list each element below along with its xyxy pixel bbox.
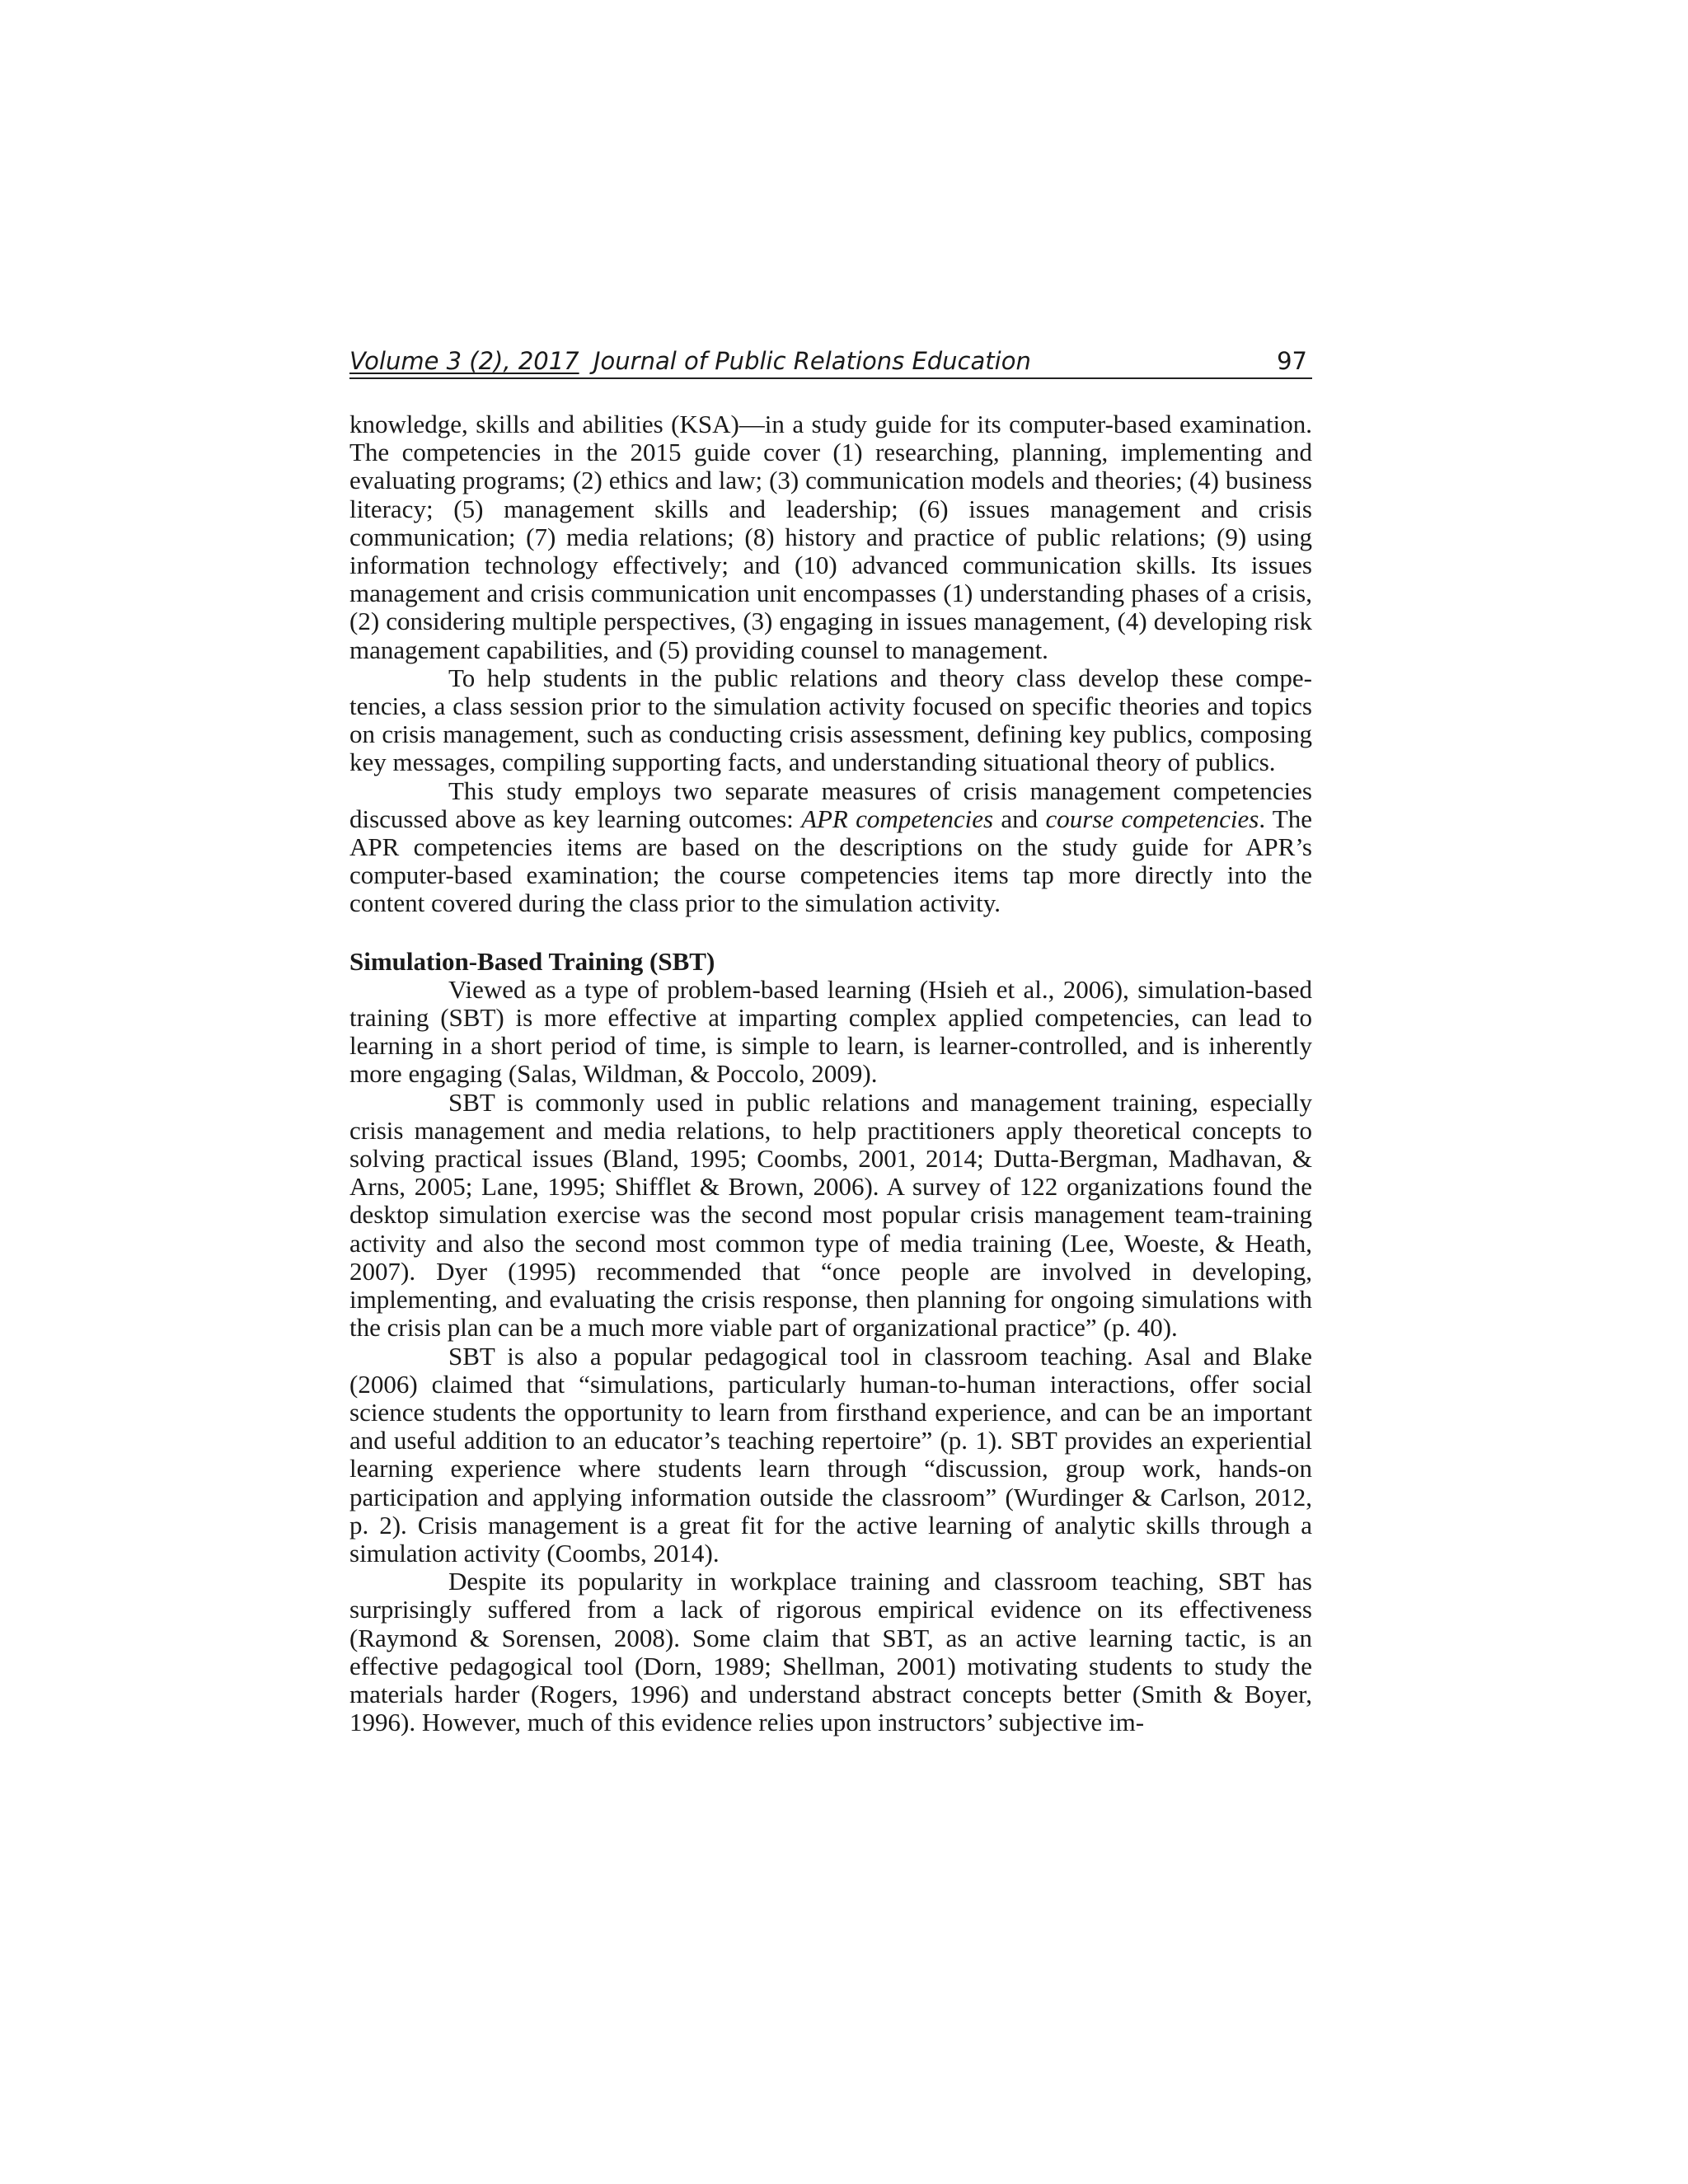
paragraph-sbt-practice: SBT is commonly used in public relations and management training, especially crisis management and media relations, to help practitioners apply theoretical concepts to solving practical issues (Bland, 1995; Coombs, 2001, 2014; Dutta-Bergman, Madhavan, & Arns, 2005; Lane, 1995; Shifflet & Brown, 2006). A survey of 122 organizations found the desktop simulation exercise was the second most popular crisis management team-training activity and also the second most common type of media training (Lee, Woeste, & Heath, 2007). Dyer (1995) recommended that “once people are involved in developing, implementing, and evaluating the crisis response, then planning for ongoing simulations with the crisis plan can be a much more viable part of organizational practice” (p. 40). — [349, 1087, 1312, 1343]
paragraph-sbt-evidence: Despite its popularity in workplace training and classroom teaching, SBT has surprisingly suffered from a lack of rigorous empirical evidence on its effectiveness (Raymond & Sorensen, 2008). Some claim that SBT, as an active learning tactic, is an effective pedagogical tool (Dorn, 1989; Shellman, 2001) motivating students to study the materials harder (Rogers, 1996) and understand abstract concepts better (Smith & Boyer, 1996). However, much of this evidence relies upon instructors’ subjective im- — [349, 1567, 1312, 1737]
running-header — [349, 344, 1312, 379]
journal-page — [349, 344, 1312, 1736]
apr-competencies-term: APR competencies — [801, 804, 994, 833]
journal-title: Journal of Public Relations Education — [593, 347, 1031, 375]
outcomes-text-a: This study employs two separate measures of crisis management competencies discussed above as key learning outcomes: — [349, 776, 1312, 833]
section-heading-sbt: Simulation-Based Training (SBT) — [349, 946, 715, 976]
paragraph-learning-outcomes — [349, 777, 1312, 918]
outcomes-text-c: . The APR competencies items are based on the descriptions on the study guide for APR’s computer-based examination; the course competencies items tap more directly into the content covered during the class prior to the simulation activity. — [349, 804, 1313, 918]
paragraph-class-session: To help students in the public relations and theory class develop these competencies, a class session prior to the simulation activity focused on specific theories and topics on crisis management, such as conducting crisis assessment, defining key publics, composing key messages, compiling supporting facts, and understanding situational theory of publics. — [349, 663, 1312, 777]
volume-label: Volume 3 (2), 2017 — [349, 347, 579, 375]
paragraph-sbt-definition: Viewed as a type of problem-based learning (Hsieh et al., 2006), simulation-based training (SBT) is more effective at imparting complex applied competencies, can lead to learning in a short period of time, is simple to learn, is learner-controlled, and is inherently more engaging (Salas, Wildman, & Poccolo, 2009). — [349, 974, 1312, 1089]
article-body — [349, 410, 1312, 1736]
page-number: 97 — [1277, 347, 1307, 375]
course-competencies-term: course competencies — [1045, 804, 1259, 833]
paragraph-ksa-competencies: knowledge, skills and abilities (KSA)—in a study guide for its computer-based examination. The competencies in the 2015 guide cover (1) researching, planning, implementing and evaluating programs; (2) ethics and law; (3) communication models and theories; (4) business literacy; (5) management skills and leadership; (6) issues management and crisis communication; (7) media relations; (8) history and practice of public relations; (9) using information technology effectively; and (10) advanced communication skills. Its issues management and crisis communication unit encompasses (1) understanding phases of a crisis, (2) considering multiple perspectives, (3) engaging in issues management, (4) developing risk management capabilities, and (5) providing counsel to management. — [349, 410, 1312, 664]
outcomes-text-b: and — [993, 804, 1046, 833]
paragraph-sbt-classroom: SBT is also a popular pedagogical tool in classroom teaching. Asal and Blake (2006) claimed that “simulations, particularly human-to-human interactions, offer social science students the opportunity to learn from firsthand experience, and can be an important and useful addition to an educator’s teaching repertoire” (p. 1). SBT provides an experiential learning experience where students learn through “discussion, group work, hands-on participation and applying information outside the classroom” (Wurdinger & Carlson, 2012, p. 2). Crisis management is a great fit for the active learning of analytic skills through a simulation activity (Coombs, 2014). — [349, 1341, 1312, 1568]
